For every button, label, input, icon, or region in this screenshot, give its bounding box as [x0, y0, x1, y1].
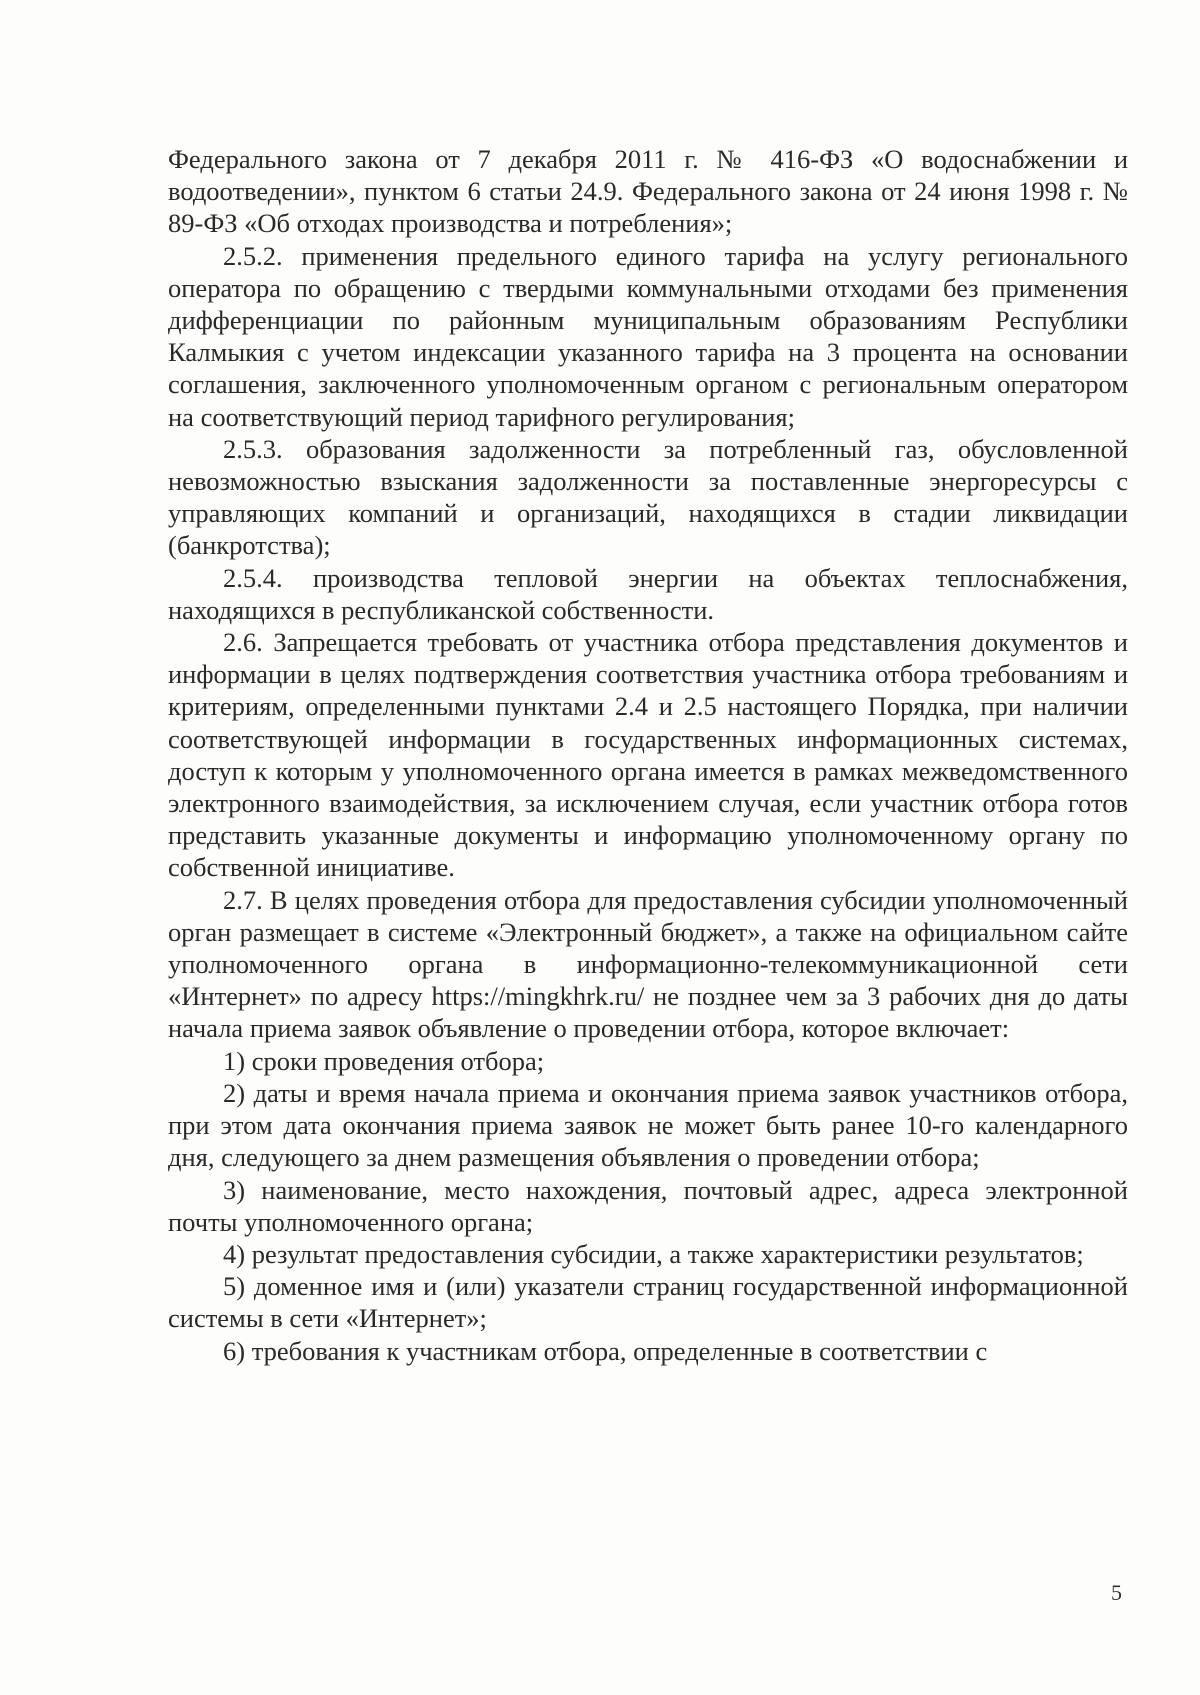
paragraph-2-7: 2.7. В целях проведения отбора для предоставления субсидии уполномоченный орган размещает в системе «Электронный бюджет», а также на официальном сайте уполномоченного органа в информационно-телекоммуникационной сети «Интернет» по адресу https://mingkhrk.ru/ не позднее чем за 3 рабочих дня до даты начала приема заявок объявление о проведении отбора, которое включает: — [168, 884, 1128, 1044]
document-body — [168, 143, 1128, 1367]
list-item-6: 6) требования к участникам отбора, определенные в соответствии с — [223, 1335, 988, 1366]
list-item-5: 5) доменное имя и (или) указатели страниц государственной информационной системы в сети «Интернет»; — [168, 1271, 1128, 1334]
paragraph-continuation: Федерального закона от 7 декабря 2011 г. № 416-ФЗ «О водоснабжении и водоотведении», пунктом 6 статьи 24.9. Федерального закона от 24 июня 1998 г. № 89-ФЗ «Об отходах производства и потребления»; — [168, 144, 1128, 239]
paragraph-2-6: 2.6. Запрещается требовать от участника отбора представления документов и информации в целях подтверждения соответствия участника отбора требованиям и критериям, определенными пунктами 2.4 и 2.5 настоящего Порядка, при наличии соответствующей информации в государственных информационных системах, доступ к которым у уполномоченного органа имеется в рамках межведомственного электронного взаимодействия, за исключением случая, если участник отбора готов представить указанные документы и информацию уполномоченному органу по собственной инициативе. — [168, 627, 1128, 883]
list-item-3: 3) наименование, место нахождения, почтовый адрес, адреса электронной почты уполномоченного органа; — [168, 1174, 1128, 1237]
paragraph-2-5-3: 2.5.3. образования задолженности за потребленный газ, обусловленной невозможностью взыскания задолженности за поставленные энергоресурсы с управляющих компаний и организаций, находящихся в стадии ликвидации (банкротства); — [168, 433, 1128, 561]
list-item-2: 2) даты и время начала приема и окончания приема заявок участников отбора, при этом дата окончания приема заявок не может быть ранее 10-го календарного дня, следующего за днем размещения объявления о проведении отбора; — [168, 1077, 1128, 1173]
list-item-4: 4) результат предоставления субсидии, а также характеристики результатов; — [223, 1238, 1084, 1269]
paragraph-2-5-4: 2.5.4. производства тепловой энергии на объектах теплоснабжения, находящихся в республиканской собственности. — [168, 562, 1128, 625]
list-item-1: 1) сроки проведения отбора; — [223, 1045, 545, 1076]
paragraph-2-5-2: 2.5.2. применения предельного единого тарифа на услугу регионального оператора по обращению с твердыми коммунальными отходами без применения дифференциации по районным муниципальным образованиям Республики Калмыкия с учетом индексации указанного тарифа на 3 процента на основании соглашения, заключенного уполномоченным органом с региональным оператором на соответствующий период тарифного регулирования; — [168, 240, 1128, 432]
page-number: 5 — [1111, 1580, 1122, 1605]
